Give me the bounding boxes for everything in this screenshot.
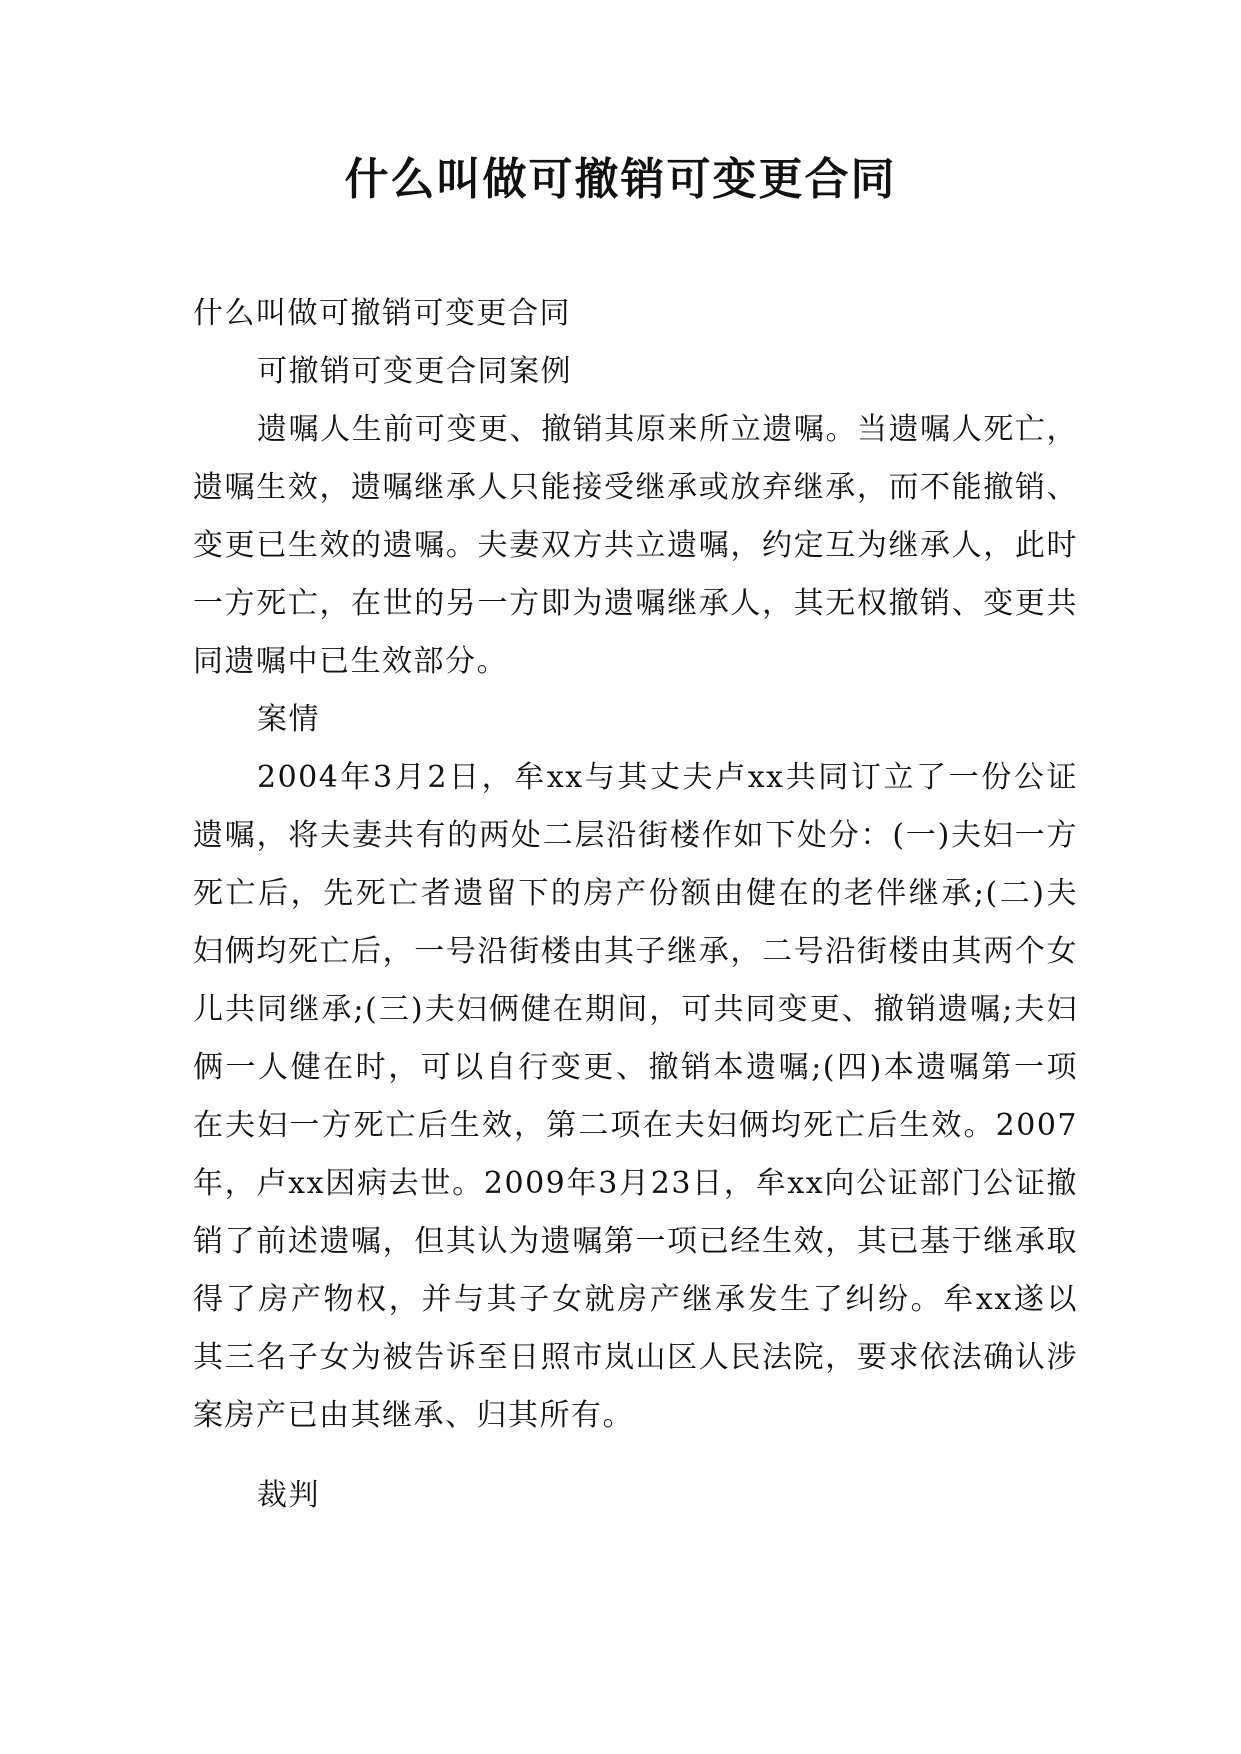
paragraph-intro: 遗嘱人生前可变更、撤销其原来所立遗嘱。当遗嘱人死亡，遗嘱生效，遗嘱继承人只能接受继承或放弃继承，而不能撤销、变更已生效的遗嘱。夫妻双方共立遗嘱，约定互为继承人，此时一方死亡，在世的另一方即为遗嘱继承人，其无权撤销、变更共同遗嘱中已生效部分。	[193, 412, 1078, 679]
paragraph-case-details: 2004年3月2日，牟xx与其丈夫卢xx共同订立了一份公证遗嘱，将夫妻共有的两处二层沿街楼作如下处分：(一)夫妇一方死亡后，先死亡者遗留下的房产份额由健在的老伴继承;(二)夫妇俩均死亡后，一号沿街楼由其子继承，二号沿街楼由其两个女儿共同继承;(三)夫妇俩健在期间，可共同变更、撤销遗嘱;夫妇俩一人健在时，可以自行变更、撤销本遗嘱;(四)本遗嘱第一项在夫妇一方死亡后生效，第二项在夫妇俩均死亡后生效。2007年，卢xx因病去世。2009年3月23日，牟xx向公证部门公证撤销了前述遗嘱，但其认为遗嘱第一项已经生效，其已基于继承取得了房产物权，并与其子女就房产继承发生了纠纷。牟xx遂以其三名子女为被告诉至日照市岚山区人民法院，要求依法确认涉案房产已由其继承、归其所有。	[193, 760, 1078, 1433]
paragraph-heading: 什么叫做可撤销可变更合同	[193, 296, 571, 331]
paragraph-subheading: 可撤销可变更合同案例	[257, 354, 572, 389]
document-body	[193, 285, 1078, 1525]
document-title: 什么叫做可撤销可变更合同	[344, 154, 897, 205]
section-heading-judgment: 裁判	[257, 1478, 320, 1513]
section-heading-case: 案情	[257, 702, 320, 737]
